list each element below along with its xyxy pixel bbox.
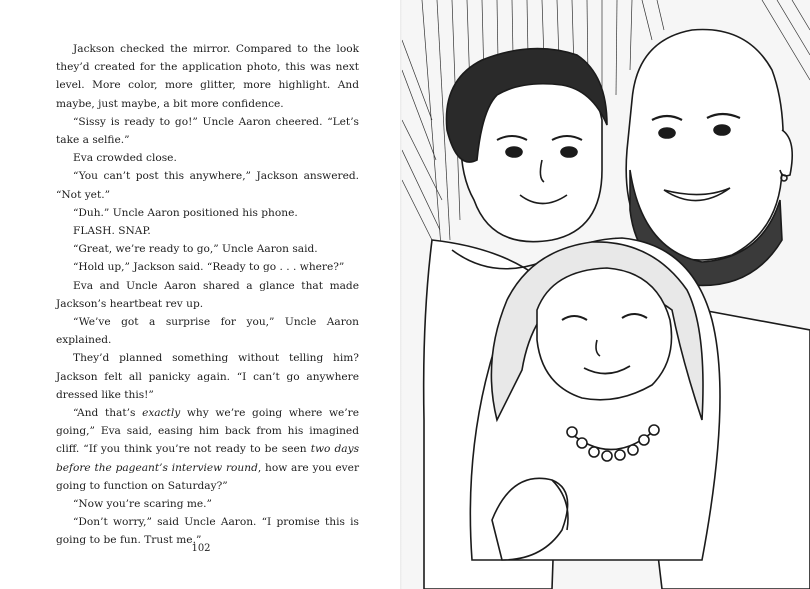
- page-text: [56, 40, 359, 550]
- paragraph: FLASH. SNAP.: [73, 225, 151, 238]
- paragraph: “Duh.” Uncle Aaron positioned his phone.: [73, 206, 298, 219]
- page-number: 102: [191, 543, 211, 554]
- paragraph-emphasis: exactly: [142, 407, 181, 420]
- selfie-illustration: [402, 0, 810, 589]
- paragraph: “We’ve got a surprise for you,” Uncle Aaron explained.: [56, 316, 359, 347]
- paragraph: “Sissy is ready to go!” Uncle Aaron cheered. “Let’s take a selfie.”: [56, 115, 359, 147]
- paragraph: “You can’t post this anywhere,” Jackson answered. “Not yet.”: [56, 170, 359, 201]
- paragraph: Eva crowded close.: [73, 152, 177, 165]
- paragraph: Jackson checked the mirror. Compared to the look they’d created for the application photo, this was next level. More color, more glitter, more highlight. And maybe, just maybe, a bit more confidence.: [56, 43, 359, 110]
- paragraph: “Hold up,” Jackson said. “Ready to go . . . where?”: [73, 261, 345, 274]
- paragraph: “Now you’re scaring me.”: [73, 498, 212, 511]
- left-page: [0, 0, 402, 589]
- paragraph: Eva and Uncle Aaron shared a glance that made Jackson’s heartbeat rev up.: [56, 279, 359, 310]
- paragraph: They’d planned something without telling him? Jackson felt all panicky again. “I can’t go anywhere dressed like this!”: [56, 352, 359, 401]
- paragraph-emphasis: two days before the pageant’s interview round: [56, 443, 360, 474]
- right-page: [402, 0, 810, 589]
- paragraph-run: why we’re going where we’re going,” Eva said, easing him back from his imagined cliff. “If you think you’re not ready to be seen: [56, 407, 360, 456]
- paragraph-run: “And that’s: [73, 407, 143, 420]
- paragraph: “Don’t worry,” said Uncle Aaron. “I promise this is going to be fun. Trust me.”: [56, 516, 359, 547]
- paragraph-run: , how are you ever going to function on Saturday?”: [56, 461, 360, 492]
- paragraph: [56, 404, 359, 495]
- paragraph: “Great, we’re ready to go,” Uncle Aaron said.: [73, 243, 318, 256]
